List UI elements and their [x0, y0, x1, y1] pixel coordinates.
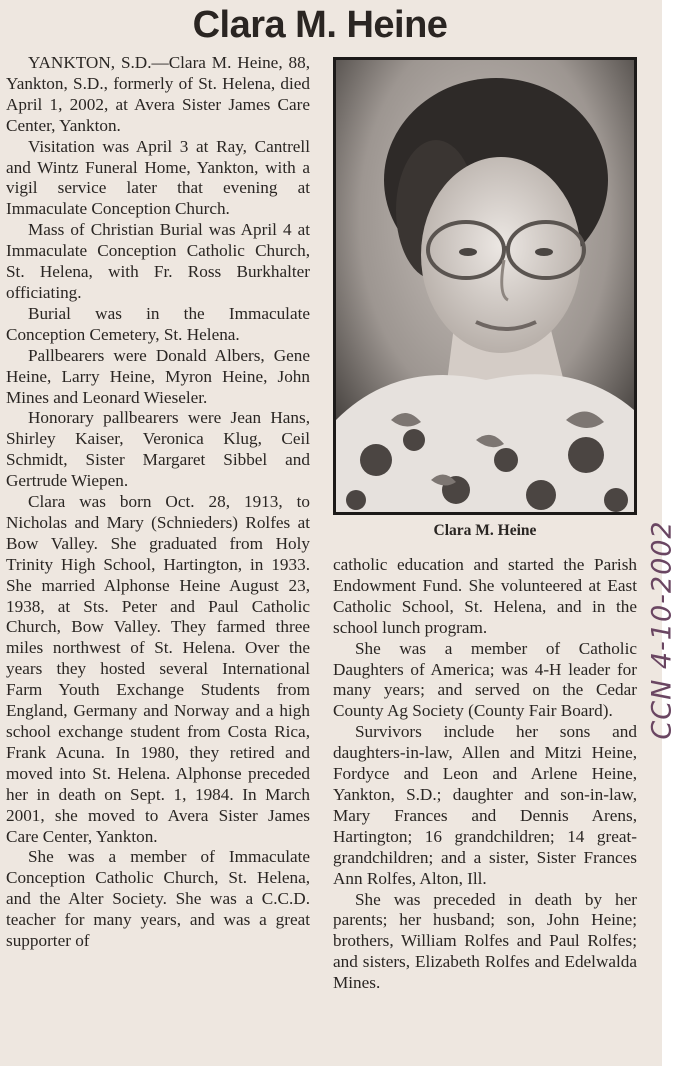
paragraph: catholic education and started the Parish Endowment Fund. She volunteered at East Catholic School, St. Helena, and in the school lunch program.: [333, 555, 637, 637]
photo-caption: Clara M. Heine: [433, 522, 537, 539]
portrait-image: [336, 60, 634, 512]
right-column: [333, 555, 637, 994]
paragraph: Survivors include her sons and daughters-in-law, Allen and Mitzi Heine, Fordyce and Leon and Arlene Heine, Yankton, S.D.; daughter and son-in-law, Mary Frances and Dennis Arens, Hartington; 16 grandchildren; 14 great-grandchildren; and a sister, Sister Frances Ann Rolfes, Alton, Ill.: [333, 722, 637, 888]
paragraph: Clara was born Oct. 28, 1913, to Nicholas and Mary (Schnieders) Rolfes at Bow Valley. She graduated from Holy Trinity High School, Hartington, in 1933. She married Alphonse Heine August 23, 1938, at Sts. Peter and Paul Catholic Church, Bow Valley. They farmed three miles northwest of St. Helena. Over the years they hosted several International Farm Youth Exchange Students from England, Germany and Norway and a high school exchange student from Costa Rica, Frank Acuna. In 1980, they retired and moved into St. Helena. Alphonse preceded her in death on Sept. 1, 1984. In March 2001, she moved to Avera Sister James Care Center, Yankton.: [6, 492, 310, 846]
paragraph: Honorary pallbearers were Jean Hans, Shirley Kaiser, Veronica Klug, Ceil Schmidt, Sister Margaret Sibbel and Gertrude Wiepen.: [6, 408, 310, 491]
obituary-headline: Clara M. Heine: [192, 4, 448, 46]
paragraph: Pallbearers were Donald Albers, Gene Heine, Larry Heine, Myron Heine, John Mines and Leonard Wieseler.: [6, 345, 310, 407]
paragraph: Visitation was April 3 at Ray, Cantrell and Wintz Funeral Home, Yankton, with a vigil service later that evening at Immaculate Conception Church.: [6, 136, 310, 219]
paragraph: YANKTON, S.D.—Clara M. Heine, 88, Yankton, S.D., formerly of St. Helena, died April 1, 2002, at Avera Sister James Care Center, Yankton.: [6, 53, 310, 135]
paragraph: She was a member of Catholic Daughters of America; was 4-H leader for many years; and served on the Cedar County Ag Society (County Fair Board).: [333, 638, 637, 721]
handwritten-date-note: [640, 510, 684, 750]
paragraph: She was a member of Immaculate Conception Catholic Church, St. Helena, and the Alter Society. She was a C.C.D. teacher for many years, and was a great supporter of: [6, 847, 310, 951]
paragraph: Burial was in the Immaculate Conception Cemetery, St. Helena.: [6, 303, 310, 344]
handwritten-text: CCN 4-10-2002: [646, 520, 678, 740]
portrait-photo: [333, 57, 637, 515]
paragraph: She was preceded in death by her parents; her husband; son, John Heine; brothers, William Rolfes and Paul Rolfes; and sisters, Elizabeth Rolfes and Edelwalda Mines.: [333, 889, 637, 993]
left-column: [6, 53, 310, 952]
paragraph: Mass of Christian Burial was April 4 at Immaculate Conception Catholic Church, St. Helena, with Fr. Ross Burkhalter officiating.: [6, 220, 310, 302]
